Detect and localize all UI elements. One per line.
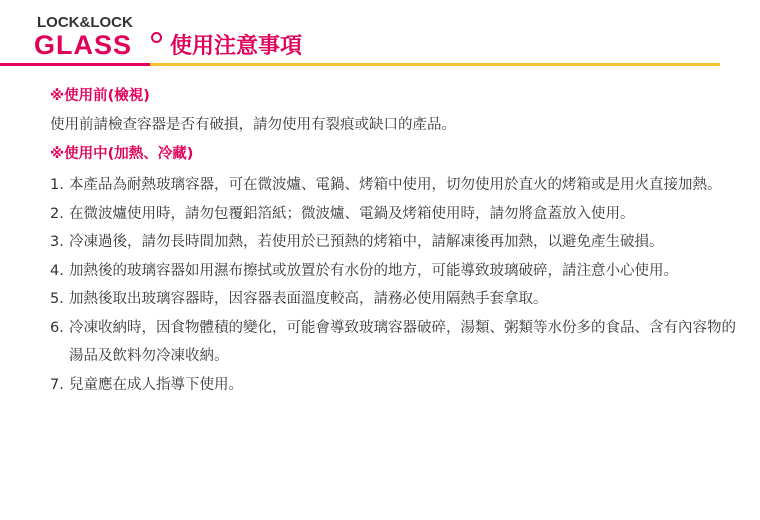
list-item bbox=[50, 371, 740, 400]
list-item bbox=[50, 257, 740, 286]
list-item bbox=[50, 314, 740, 371]
brand-logo-top: LOCK&LOCK bbox=[37, 14, 133, 31]
item-number: 7. bbox=[50, 376, 64, 393]
brand-logo-main: GLASS bbox=[34, 30, 133, 60]
item-number: 4. bbox=[50, 262, 64, 279]
list-item bbox=[50, 171, 740, 200]
list-item bbox=[50, 200, 740, 229]
list-item bbox=[50, 228, 740, 257]
item-number: 1. bbox=[50, 177, 64, 193]
item-text: 冷凍過後，請勿長時間加熱，若使用於已預熱的烤箱中，請解凍後再加熱，以避免產生破損。 bbox=[69, 234, 664, 250]
item-text: 兒童應在成人指導下使用。 bbox=[69, 376, 243, 393]
item-number: 2. bbox=[50, 205, 64, 222]
item-text: 加熱後的玻璃容器如用濕布擦拭或放置於有水份的地方，可能導致玻璃破碎，請注意小心使用。 bbox=[69, 262, 678, 279]
item-number: 3. bbox=[50, 234, 64, 250]
brand-ring-icon bbox=[151, 32, 162, 43]
section-heading-before-use: ※使用前(檢視) bbox=[50, 88, 150, 104]
header bbox=[0, 0, 760, 72]
item-text: 本產品為耐熱玻璃容器，可在微波爐、電鍋、烤箱中使用，切勿使用於直火的烤箱或是用火直接加熱。 bbox=[69, 177, 722, 193]
item-text: 加熱後取出玻璃容器時，因容器表面溫度較高，請務必使用隔熱手套拿取。 bbox=[69, 291, 548, 307]
usage-instructions-list bbox=[50, 171, 740, 399]
item-text: 在微波爐使用時，請勿包覆鋁箔紙；微波爐、電鍋及烤箱使用時，請勿將盒蓋放入使用。 bbox=[69, 205, 635, 222]
header-divider bbox=[0, 63, 720, 66]
notice-content bbox=[50, 84, 740, 399]
section-heading-during-use: ※使用中(加熱、冷藏) bbox=[50, 146, 194, 162]
item-number: 5. bbox=[50, 291, 64, 307]
item-text: 冷凍收納時，因食物體積的變化，可能會導致玻璃容器破碎，湯類、粥類等水份多的食品、含有內容物的湯品及飲料勿冷凍收納。 bbox=[69, 319, 736, 364]
item-number: 6. bbox=[50, 319, 64, 336]
before-use-text: 使用前請檢查容器是否有破損，請勿使用有裂痕或缺口的產品。 bbox=[50, 117, 456, 133]
page-title: 使用注意事項 bbox=[170, 34, 303, 59]
list-item bbox=[50, 285, 740, 314]
